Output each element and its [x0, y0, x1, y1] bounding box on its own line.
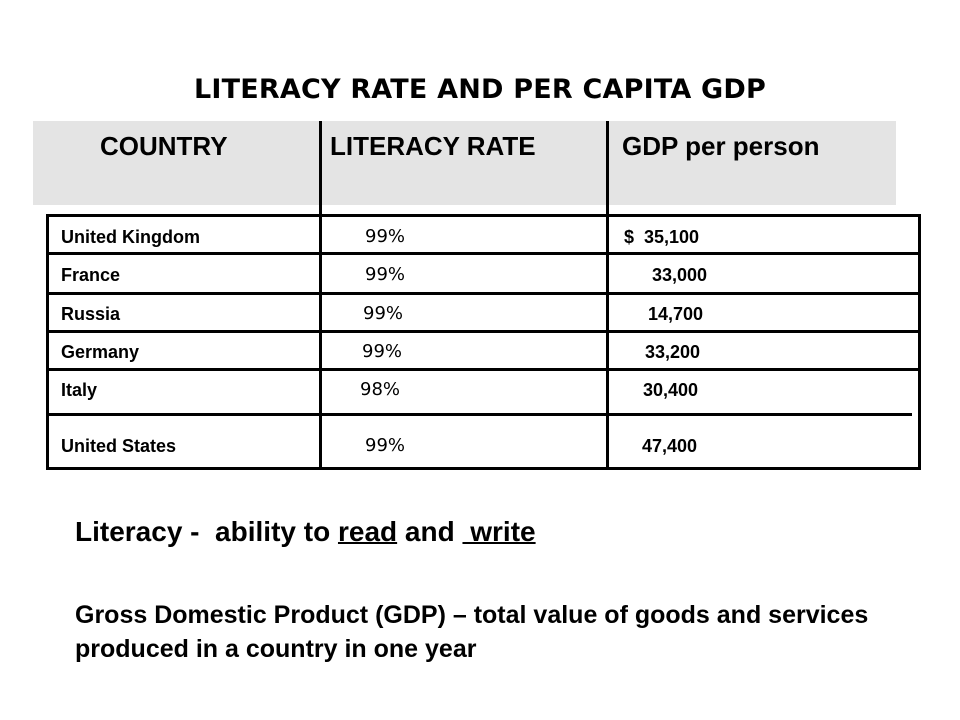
cell-gdp: 30,400 — [643, 380, 699, 400]
cell-gdp: 33,200 — [645, 342, 701, 362]
literacy-definition — [75, 516, 536, 548]
cell-country: United States — [61, 436, 177, 456]
blank-write: write — [462, 516, 536, 547]
cell-literacy: 99% — [362, 341, 403, 362]
row-separator — [46, 330, 918, 333]
row-separator — [46, 413, 912, 416]
cell-literacy: 99% — [365, 226, 406, 247]
cell-literacy: 99% — [365, 264, 406, 285]
gdp-definition — [75, 598, 915, 666]
header-country: COUNTRY — [100, 131, 228, 161]
cell-country: Italy — [61, 380, 98, 400]
page-title: LITERACY RATE AND PER CAPITA GDP — [193, 74, 767, 105]
literacy-term: Literacy - — [75, 516, 200, 547]
row-separator — [46, 292, 918, 295]
cell-literacy: 99% — [363, 303, 404, 324]
row-separator — [46, 368, 918, 371]
header-literacy-rate: LITERACY RATE — [330, 131, 536, 161]
cell-gdp: 47,400 — [642, 436, 698, 456]
cell-gdp: $ 35,100 — [624, 227, 700, 247]
cell-gdp: 33,000 — [652, 265, 708, 285]
cell-country: Russia — [61, 304, 121, 324]
header-gdp-per-person: GDP per person — [622, 131, 820, 161]
gdp-term: Gross Domestic Product — [75, 601, 369, 629]
gdp-text: (GDP) – total value of goods and services produced in a country in one year — [75, 601, 869, 663]
blank-read: read — [337, 516, 398, 547]
row-separator — [46, 252, 918, 255]
cell-country: United Kingdom — [61, 227, 200, 247]
cell-country: France — [61, 265, 121, 285]
cell-literacy: 99% — [365, 435, 406, 456]
cell-country: Germany — [61, 342, 140, 362]
literacy-mid: and — [397, 516, 463, 547]
literacy-text: ability to — [199, 516, 338, 547]
cell-literacy: 98% — [360, 379, 401, 400]
cell-gdp: 14,700 — [648, 304, 704, 324]
